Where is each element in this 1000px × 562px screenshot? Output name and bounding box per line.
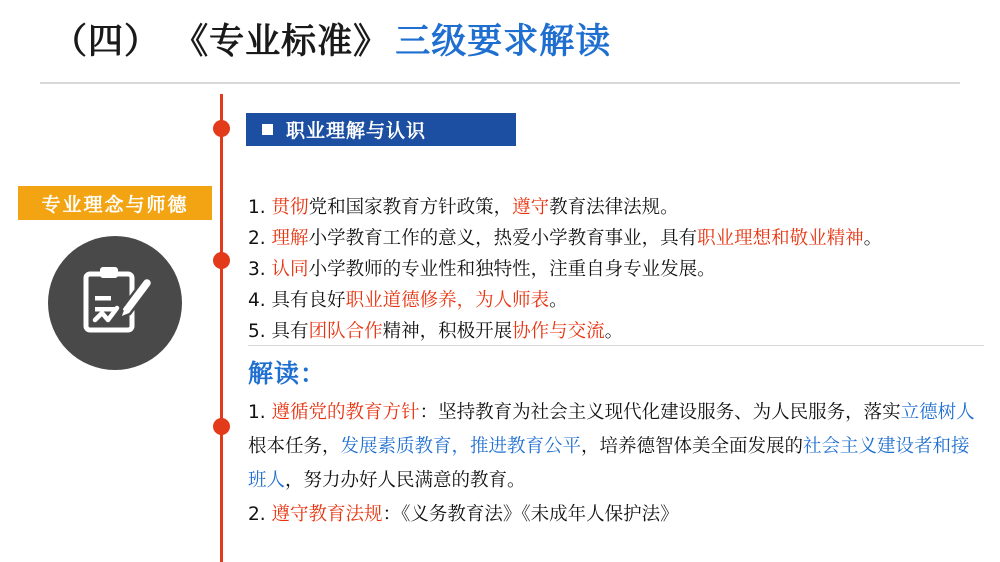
requirement-text-run: 具有 — [271, 321, 309, 342]
requirement-text-run: 职业理想和敬业精神 — [697, 228, 864, 249]
requirement-text-run: 具有良好 — [271, 290, 346, 311]
interpretation-item — [248, 498, 978, 532]
page-title-part1: （四） 《专业标准》 — [52, 22, 390, 62]
page-title — [52, 14, 611, 64]
slide-title-area — [0, 14, 1000, 72]
requirement-number: 4. — [248, 290, 272, 311]
requirement-text-run: 小学教师的专业性和独特性，注重自身专业发展。 — [308, 259, 716, 280]
requirement-text-run: 小学教育工作的意义，热爱小学教育事业，具有 — [308, 228, 698, 249]
requirement-item — [248, 223, 986, 254]
timeline-line — [220, 94, 223, 562]
timeline-dot-3 — [213, 418, 230, 435]
requirement-text-run: 认同 — [271, 259, 309, 280]
requirement-text-run: 团队合作 — [308, 321, 383, 342]
interpretation-title: 解读： — [248, 359, 327, 388]
interpretation-item — [248, 396, 978, 498]
clipboard-pen-icon — [48, 236, 182, 370]
requirement-number: 2. — [248, 228, 272, 249]
timeline-dot-1 — [213, 120, 230, 137]
title-divider — [40, 82, 960, 84]
interpretation-number: 2. — [248, 504, 272, 525]
requirement-text-run: 协作与交流 — [512, 321, 605, 342]
interpretation-text-run: 遵守教育法规 — [271, 504, 383, 525]
interpretation-body — [248, 396, 978, 532]
interpretation-text-run: 社会主义建设者和接班人 — [248, 436, 970, 491]
interpretation-text-run: ，培养德智体美全面发展的 — [581, 436, 804, 457]
requirement-text-run: 理解 — [271, 228, 309, 249]
requirement-item — [248, 192, 986, 223]
requirement-number: 1. — [248, 197, 272, 218]
interpretation-text-run: 根本任务， — [248, 436, 341, 457]
requirement-list — [248, 192, 986, 347]
interpretation-number: 1. — [248, 402, 272, 423]
requirement-text-run: 。 — [863, 228, 883, 249]
requirement-item — [248, 316, 986, 347]
square-bullet-icon — [262, 124, 273, 135]
interpretation-text-run: ：坚持教育为社会主义现代化建设服务、为人民服务，落实 — [419, 402, 901, 423]
section-header-label: 职业理解与认识 — [286, 120, 427, 142]
category-label: 专业理念与师德 — [18, 186, 212, 220]
interpretation-text-run: 发展素质教育，推进教育公平 — [340, 436, 582, 457]
requirement-text-run: 职业道德修养，为人师表 — [345, 290, 550, 311]
requirement-text-run: 。 — [549, 290, 568, 311]
requirement-text-run: 。 — [604, 321, 624, 342]
timeline-dot-2 — [213, 252, 230, 269]
requirement-text-run: 党和国家教育方针政策， — [308, 197, 513, 218]
requirement-number: 5. — [248, 321, 272, 342]
interpretation-text-run: ，努力办好人民满意的教育。 — [285, 470, 526, 491]
requirement-text-run: 教育法律法规。 — [549, 197, 679, 218]
interpretation-text-run: 遵循党的教育方针 — [271, 402, 420, 423]
interpretation-text-run: ：《义务教育法》《未成年人保护法》 — [382, 504, 679, 525]
section-header — [246, 113, 516, 146]
requirement-number: 3. — [248, 259, 272, 280]
requirement-item — [248, 254, 986, 285]
interpretation-text-run: 立德树人 — [900, 402, 975, 423]
requirement-text-run: 遵守 — [512, 197, 550, 218]
content-divider — [248, 345, 984, 346]
requirement-item — [248, 285, 986, 316]
page-title-part2: 三级要求解读 — [395, 22, 612, 62]
requirement-text-run: 精神，积极开展 — [382, 321, 513, 342]
requirement-text-run: 贯彻 — [271, 197, 309, 218]
